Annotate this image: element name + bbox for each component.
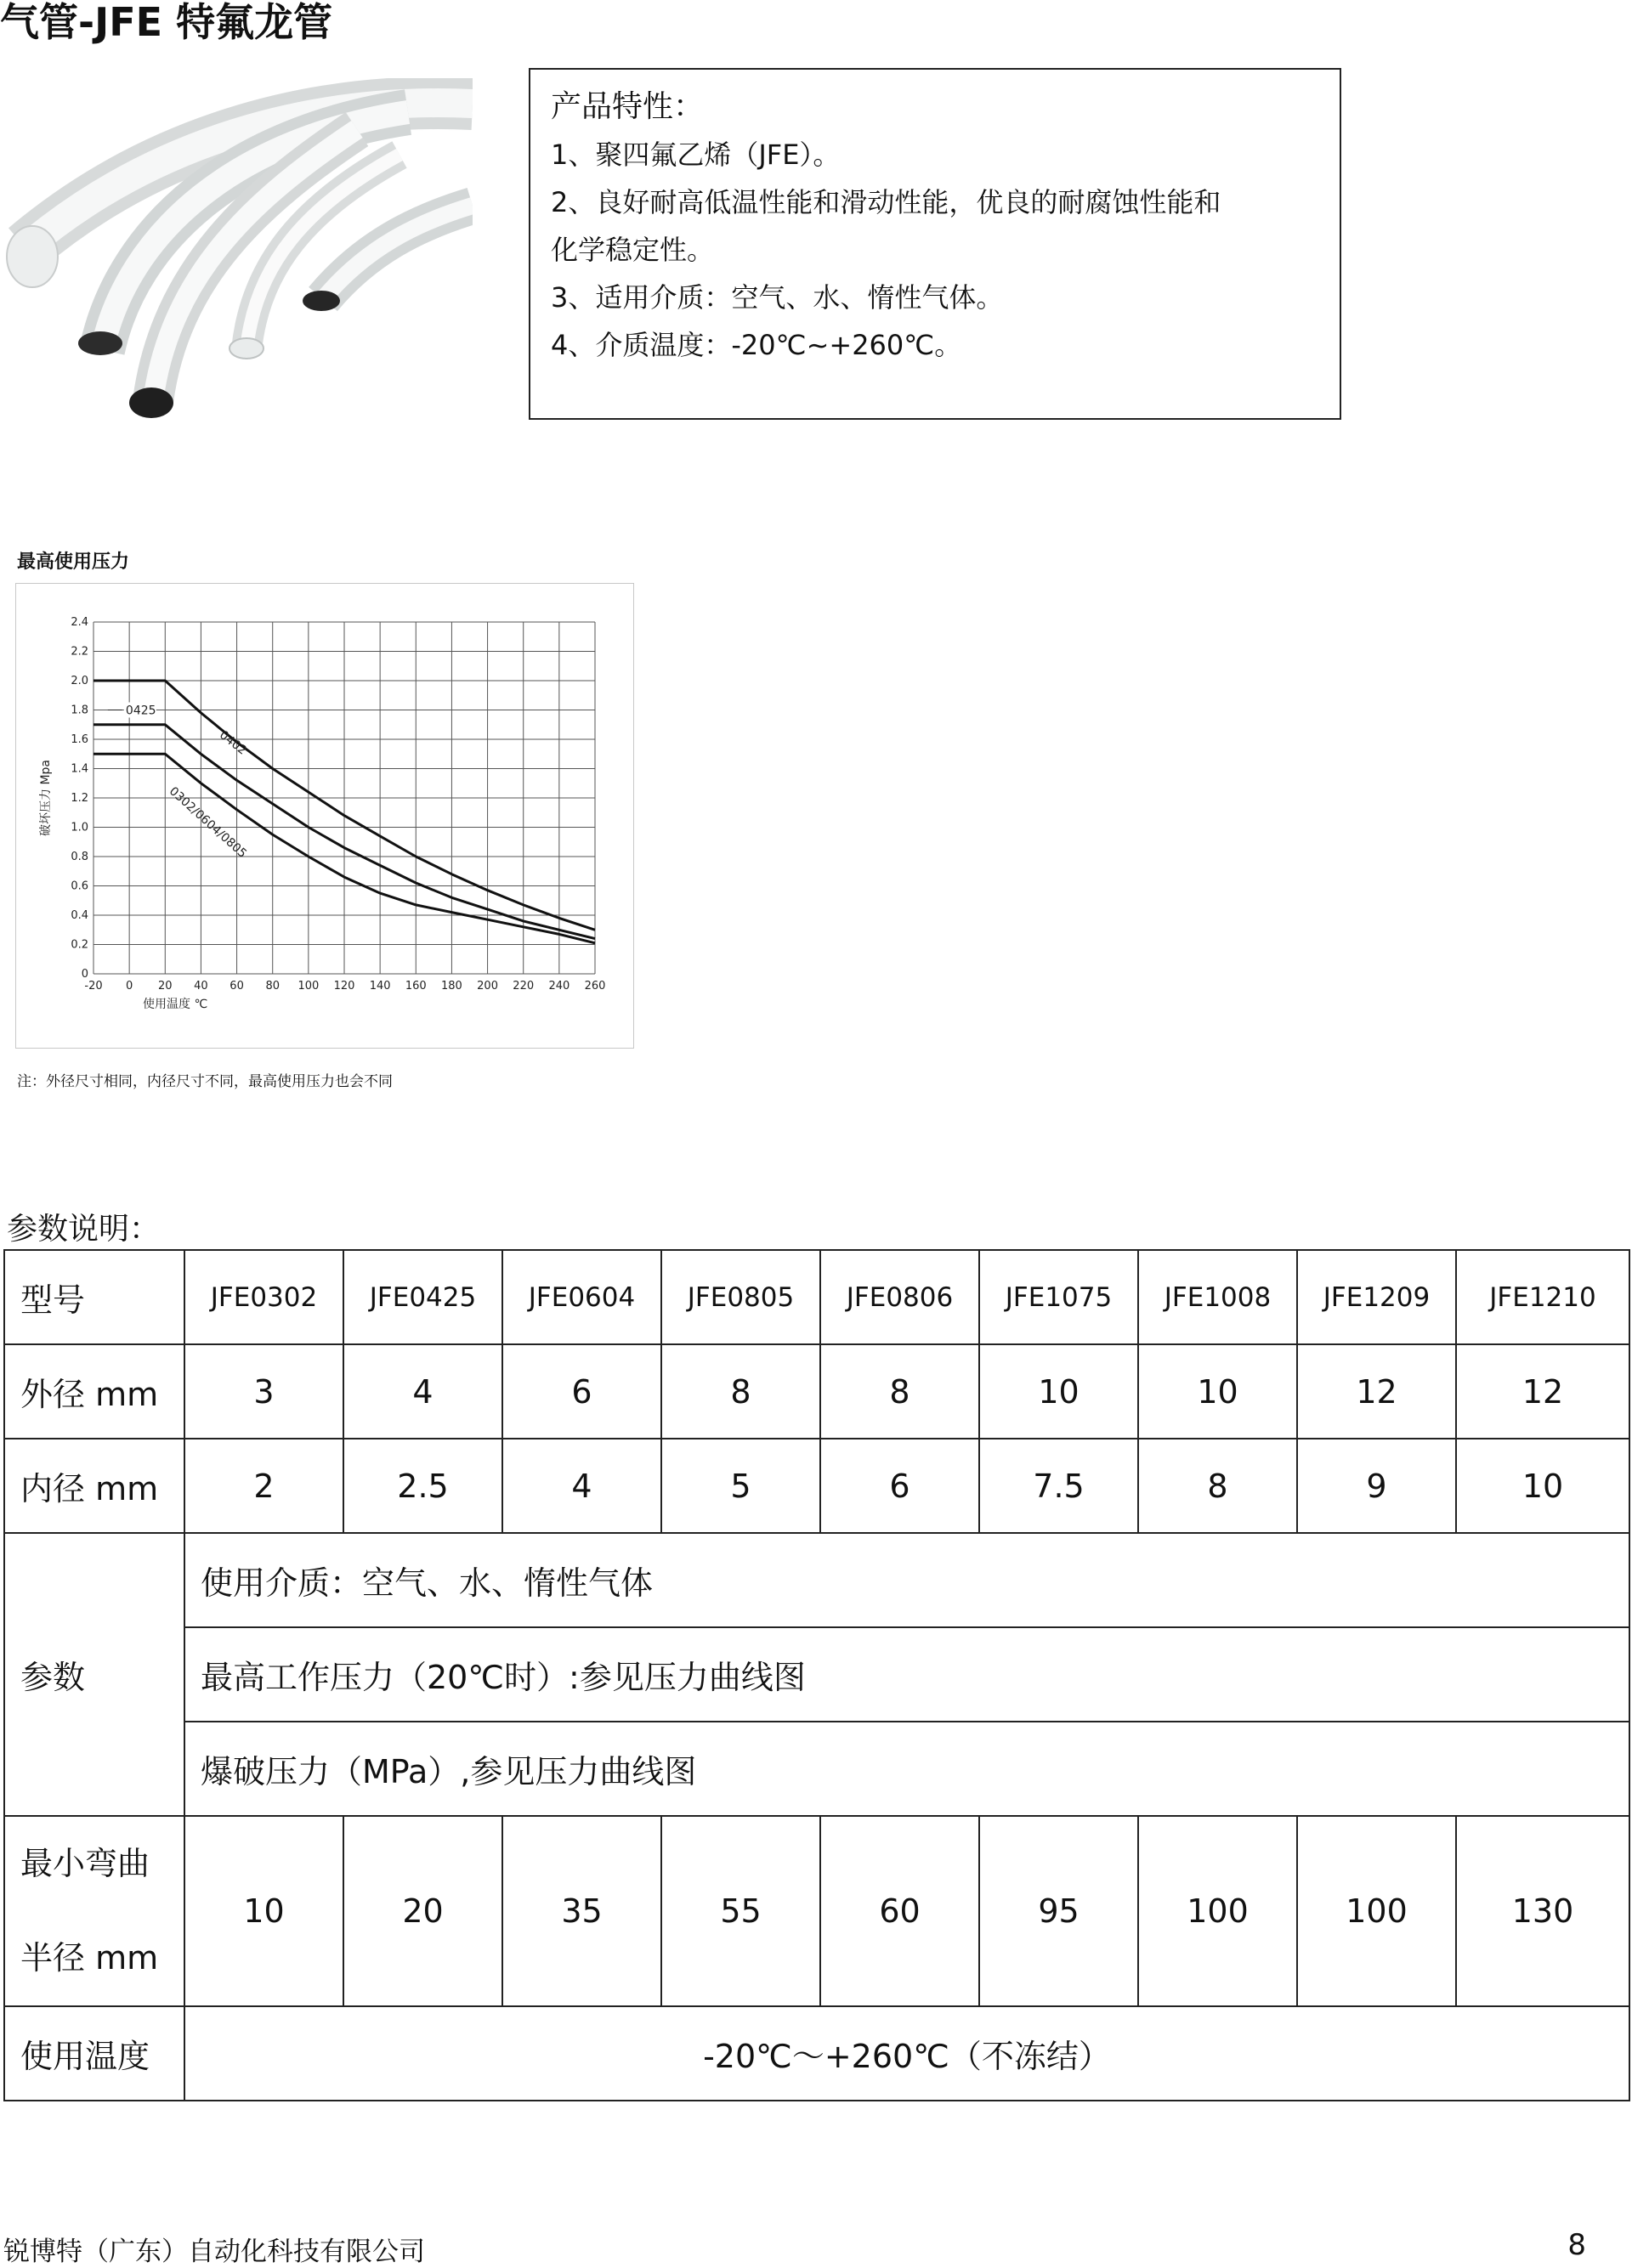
param-header: 参数 xyxy=(4,1533,184,1816)
model-header: 型号 xyxy=(4,1250,184,1344)
x-axis-label: 使用温度 ℃ xyxy=(143,998,208,1011)
x-tick-label: 200 xyxy=(477,980,498,993)
chart-title: 最高使用压力 xyxy=(17,551,130,573)
model-cell: JFE1209 xyxy=(1297,1250,1456,1344)
table-row-inner-diameter xyxy=(4,1439,1629,1533)
feature-line: 化学稳定性。 xyxy=(551,234,715,266)
model-cell: JFE1008 xyxy=(1138,1250,1297,1344)
feature-line: 2、良好耐高低温性能和滑动性能，优良的耐腐蚀性能和 xyxy=(551,186,1221,218)
id-cell: 4 xyxy=(502,1439,661,1533)
id-cell: 7.5 xyxy=(979,1439,1138,1533)
bend-radius-header-line1: 最小弯曲 xyxy=(20,1845,150,1882)
x-tick-label: 260 xyxy=(584,980,606,993)
table-row-param xyxy=(4,1627,1629,1722)
series-label: 0302/0604/0805 xyxy=(166,784,249,861)
model-cell: JFE0302 xyxy=(184,1250,343,1344)
x-tick-label: 220 xyxy=(513,980,535,993)
inner-diameter-header: 内径 mm xyxy=(4,1439,184,1533)
chart-note: 注：外径尺寸相同，内径尺寸不同，最高使用压力也会不同 xyxy=(17,1073,393,1090)
model-cell: JFE0604 xyxy=(502,1250,661,1344)
y-tick-label: 0 xyxy=(81,968,88,981)
x-tick-label: 60 xyxy=(230,980,244,993)
x-tick-label: 140 xyxy=(369,980,391,993)
model-cell: JFE0805 xyxy=(661,1250,820,1344)
y-tick-label: 0.6 xyxy=(71,879,88,893)
bend-cell: 95 xyxy=(979,1816,1138,2006)
id-cell: 9 xyxy=(1297,1439,1456,1533)
id-cell: 2.5 xyxy=(343,1439,502,1533)
feature-line: 1、聚四氟乙烯（JFE）。 xyxy=(551,139,841,171)
bend-radius-header xyxy=(4,1816,184,2006)
x-tick-label: 120 xyxy=(333,980,355,993)
params-label: 参数说明： xyxy=(7,1212,161,1247)
y-axis-label: 破坏压力 Mpa xyxy=(39,760,53,836)
model-cell: JFE0425 xyxy=(343,1250,502,1344)
y-tick-label: 2.4 xyxy=(71,616,88,629)
feature-line: 3、适用介质：空气、水、惰性气体。 xyxy=(551,281,1004,314)
y-tick-label: 1.4 xyxy=(71,762,88,776)
y-tick-label: 0.4 xyxy=(71,909,88,922)
id-cell: 2 xyxy=(184,1439,343,1533)
id-cell: 6 xyxy=(820,1439,979,1533)
id-cell: 10 xyxy=(1456,1439,1629,1533)
od-cell: 4 xyxy=(343,1344,502,1439)
y-tick-label: 0.2 xyxy=(71,938,88,952)
x-tick-label: 100 xyxy=(298,980,320,993)
x-tick-label: 40 xyxy=(194,980,208,993)
temperature-header: 使用温度 xyxy=(4,2006,184,2101)
model-cell: JFE0806 xyxy=(820,1250,979,1344)
table-row-model xyxy=(4,1250,1629,1344)
bend-cell: 35 xyxy=(502,1816,661,2006)
od-cell: 8 xyxy=(820,1344,979,1439)
outer-diameter-header: 外径 mm xyxy=(4,1344,184,1439)
page-title: 气管-JFE 特氟龙管 xyxy=(0,0,333,45)
bend-radius-header-line2: 半径 mm xyxy=(20,1939,159,1977)
x-tick-label: -20 xyxy=(84,980,103,993)
id-cell: 8 xyxy=(1138,1439,1297,1533)
bend-cell: 60 xyxy=(820,1816,979,2006)
param-burst-pressure: 爆破压力（MPa）,参见压力曲线图 xyxy=(184,1722,1629,1816)
table-row-param xyxy=(4,1722,1629,1816)
footer-company: 锐博特（广东）自动化科技有限公司 xyxy=(3,2237,425,2267)
product-features-box xyxy=(529,68,1341,420)
bend-cell: 100 xyxy=(1138,1816,1297,2006)
y-tick-label: 2.2 xyxy=(71,645,88,659)
y-tick-label: 1.8 xyxy=(71,704,88,717)
od-cell: 8 xyxy=(661,1344,820,1439)
page-number: 8 xyxy=(1567,2228,1586,2262)
y-tick-label: 1.2 xyxy=(71,792,88,805)
table-row-bend-radius xyxy=(4,1816,1629,2006)
pressure-chart xyxy=(15,583,634,1049)
x-tick-label: 0 xyxy=(126,980,133,993)
series-label: 0402 xyxy=(217,728,249,758)
y-tick-label: 0.8 xyxy=(71,851,88,863)
bend-cell: 55 xyxy=(661,1816,820,2006)
product-photo xyxy=(0,78,473,418)
od-cell: 12 xyxy=(1297,1344,1456,1439)
od-cell: 10 xyxy=(1138,1344,1297,1439)
table-row-temperature xyxy=(4,2006,1629,2101)
spec-table xyxy=(3,1249,1630,2101)
y-tick-label: 2.0 xyxy=(71,675,88,687)
od-cell: 12 xyxy=(1456,1344,1629,1439)
x-tick-label: 240 xyxy=(548,980,570,993)
features-heading: 产品特性： xyxy=(551,89,705,124)
x-tick-label: 160 xyxy=(405,980,427,993)
param-medium: 使用介质：空气、水、惰性气体 xyxy=(184,1533,1629,1627)
series-label: 0425 xyxy=(125,704,156,718)
param-max-pressure: 最高工作压力（20℃时）:参见压力曲线图 xyxy=(184,1627,1629,1722)
bend-cell: 20 xyxy=(343,1816,502,2006)
temperature-value: -20℃～+260℃（不冻结） xyxy=(184,2006,1629,2101)
y-tick-label: 1.0 xyxy=(71,821,88,834)
bend-cell: 100 xyxy=(1297,1816,1456,2006)
od-cell: 3 xyxy=(184,1344,343,1439)
y-tick-label: 1.6 xyxy=(71,733,88,746)
od-cell: 10 xyxy=(979,1344,1138,1439)
bend-cell: 130 xyxy=(1456,1816,1629,2006)
bend-cell: 10 xyxy=(184,1816,343,2006)
od-cell: 6 xyxy=(502,1344,661,1439)
model-cell: JFE1210 xyxy=(1456,1250,1629,1344)
table-row-param xyxy=(4,1533,1629,1627)
x-tick-label: 80 xyxy=(265,980,280,993)
table-row-outer-diameter xyxy=(4,1344,1629,1439)
feature-line: 4、介质温度：-20℃~+260℃。 xyxy=(551,329,962,361)
id-cell: 5 xyxy=(661,1439,820,1533)
x-tick-label: 180 xyxy=(441,980,462,993)
x-tick-label: 20 xyxy=(158,980,173,993)
model-cell: JFE1075 xyxy=(979,1250,1138,1344)
